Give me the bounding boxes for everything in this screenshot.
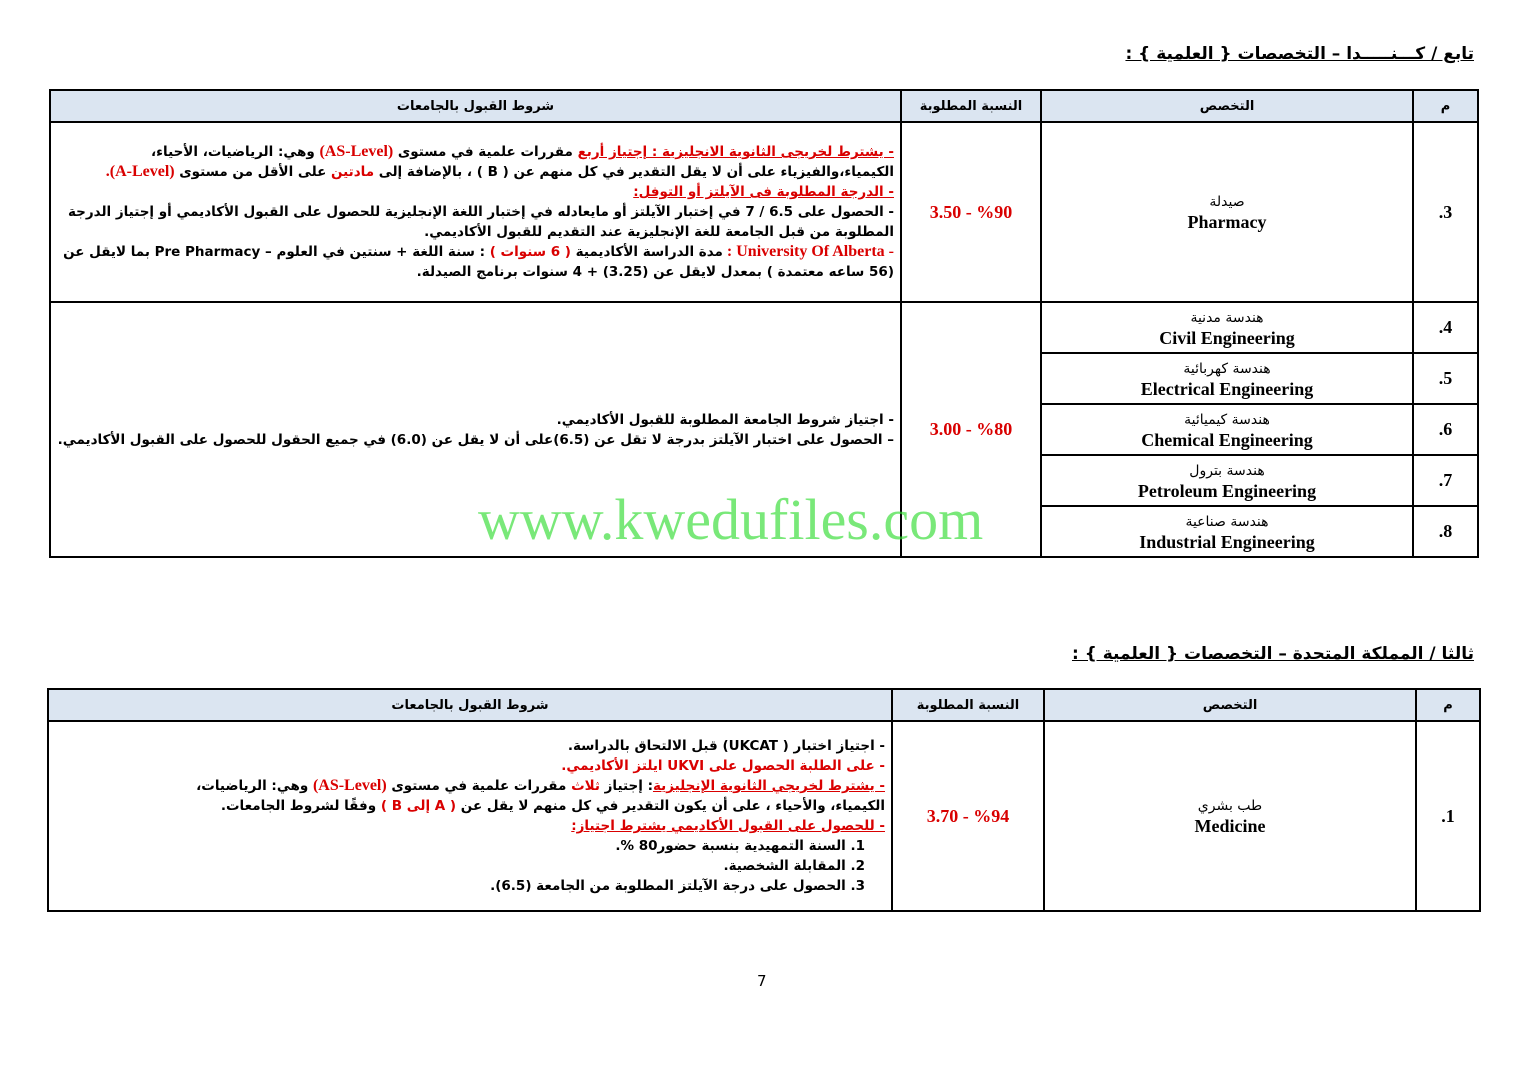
specialty-cell <box>1041 122 1413 302</box>
condition-line: - للحصول على القبول الأكاديمي يشترط اجتياز: <box>571 818 885 834</box>
row-number: 5. <box>1413 353 1478 404</box>
header-required-percent: النسبة المطلوبة <box>901 90 1041 122</box>
condition-line: - اجتياز اختبار ( UKCAT) قبل الالتحاق بالدراسة. <box>567 738 885 754</box>
uk-table <box>47 688 1481 912</box>
admission-conditions <box>48 721 892 911</box>
header-admission-conditions: شروط القبول بالجامعات <box>50 90 901 122</box>
condition-line: – الحصول على اختبار الآيلتز بدرجة لا تقل عن (6.5)على أن لا يقل عن (6.0) في جميع الحقول للحصول على القبول الأكاديمي. <box>57 431 894 448</box>
specialty-cell <box>1041 353 1413 404</box>
specialty-english: Electrical Engineering <box>1140 378 1314 399</box>
condition-line: - الحصول على 6.5 / 7 في إختبار الآيلتز أو مايعادله في إختبار اللغة الإنجليزية للحصول على القبول الأكاديمي أو إجتياز الدرجة المطلوبة من قبل الجامعة للغة الإنجليزية عند التقديم للقبول الأكاديمي. <box>67 204 894 240</box>
page-number: 7 <box>757 972 767 990</box>
row-number: 8. <box>1413 506 1478 557</box>
specialty-cell <box>1044 721 1416 911</box>
required-percent: 3.50 - %90 <box>901 122 1041 302</box>
header-admission-conditions: شروط القبول بالجامعات <box>48 689 892 721</box>
specialty-english: Petroleum Engineering <box>1137 480 1317 501</box>
condition-line: - University Of Alberta : مدة الدراسة الأكاديمية ( 6 سنوات ) : سنة اللغة + سنتين في العلوم – Pre Pharmacy بما لايقل عن (56 ساعه معتمدة ) بمعدل لايقل عن (3.25) + 4 سنوات برنامج الصيدلة. <box>63 243 894 280</box>
condition-line: 3. الحصول على درجة الآيلتز المطلوبة من الجامعة (6.5). <box>490 878 865 894</box>
specialty-arabic: هندسة مدنية <box>1190 309 1264 326</box>
table-header-row <box>50 90 1478 122</box>
specialty-cell <box>1041 455 1413 506</box>
required-percent: 3.70 - %94 <box>892 721 1044 911</box>
condition-line: - على الطلبة الحصول على UKVI ايلتز الأكاديمي. <box>561 758 885 774</box>
watermark: www.kwedufiles.com <box>478 487 984 552</box>
header-specialty: التخصص <box>1041 90 1413 122</box>
header-num: م <box>1416 689 1480 721</box>
condition-line: الكيمياء، والأحياء ، على أن يكون التقدير في كل منهم لا يقل عن ( A إلى B ) وفقًا لشروط الجامعات. <box>220 798 885 814</box>
specialty-arabic: صيدلة <box>1209 194 1245 210</box>
header-specialty: التخصص <box>1044 689 1416 721</box>
row-number: 1. <box>1416 721 1480 911</box>
header-num: م <box>1413 90 1478 122</box>
admission-conditions <box>50 122 901 302</box>
specialty-english: Industrial Engineering <box>1139 531 1315 552</box>
specialty-arabic: هندسة صناعية <box>1185 513 1269 530</box>
condition-line: - الدرجة المطلوبة فى الآيلتز أو التوفل: <box>633 184 894 200</box>
specialty-english: Medicine <box>1194 816 1266 836</box>
section-heading-uk: ثالثا / المملكة المتحدة – التخصصات { العلمية } : <box>1071 644 1474 664</box>
specialty-arabic: طب بشري <box>1197 798 1263 814</box>
condition-line: 2. المقابلة الشخصية. <box>723 858 865 874</box>
header-required-percent: النسبة المطلوبة <box>892 689 1044 721</box>
specialty-arabic: هندسة كهربائية <box>1183 360 1271 377</box>
condition-line: - اجتياز شروط الجامعة المطلوبة للقبول الأكاديمي. <box>556 411 894 428</box>
specialty-english: Chemical Engineering <box>1141 429 1313 450</box>
specialty-english: Pharmacy <box>1187 212 1267 232</box>
condition-line: الكيمياء،والفيزياء على أن لا يقل التقدير في كل منهم عن ( B ) ، بالإضافة إلى مادتين على الأقل من مستوى (A-Level). <box>105 163 894 180</box>
table-row-pharmacy <box>50 122 1478 302</box>
specialty-english: Civil Engineering <box>1159 327 1295 348</box>
table-header-row <box>48 689 1480 721</box>
specialty-arabic: هندسة كيميائية <box>1184 411 1270 428</box>
specialty-arabic: هندسة بترول <box>1189 462 1265 479</box>
condition-line: - يشترط لخريجى الثانوية الانجليزية : إجتياز أربع مقررات علمية في مستوى (AS-Level) وهي: الرياضيات، الأحياء، <box>150 143 894 160</box>
table-row <box>50 302 1478 353</box>
specialty-cell <box>1041 302 1413 353</box>
specialty-cell <box>1041 404 1413 455</box>
condition-line: 1. السنة التمهيدية بنسبة حضور80 %. <box>615 838 865 854</box>
row-number: 3. <box>1413 122 1478 302</box>
row-number: 7. <box>1413 455 1478 506</box>
table-row-medicine <box>48 721 1480 911</box>
specialty-cell <box>1041 506 1413 557</box>
condition-line: - يشترط لخريجي الثانوية الإنجليزية: إجتياز ثلاث مقررات علمية في مستوى (AS-Level) وهي: الرياضيات، <box>196 777 885 794</box>
required-percent: 3.00 - %80 <box>901 302 1041 557</box>
row-number: 6. <box>1413 404 1478 455</box>
row-number: 4. <box>1413 302 1478 353</box>
section-heading-canada: تابع / كـــنـــــدا – التخصصات { العلمية } : <box>1125 44 1474 64</box>
